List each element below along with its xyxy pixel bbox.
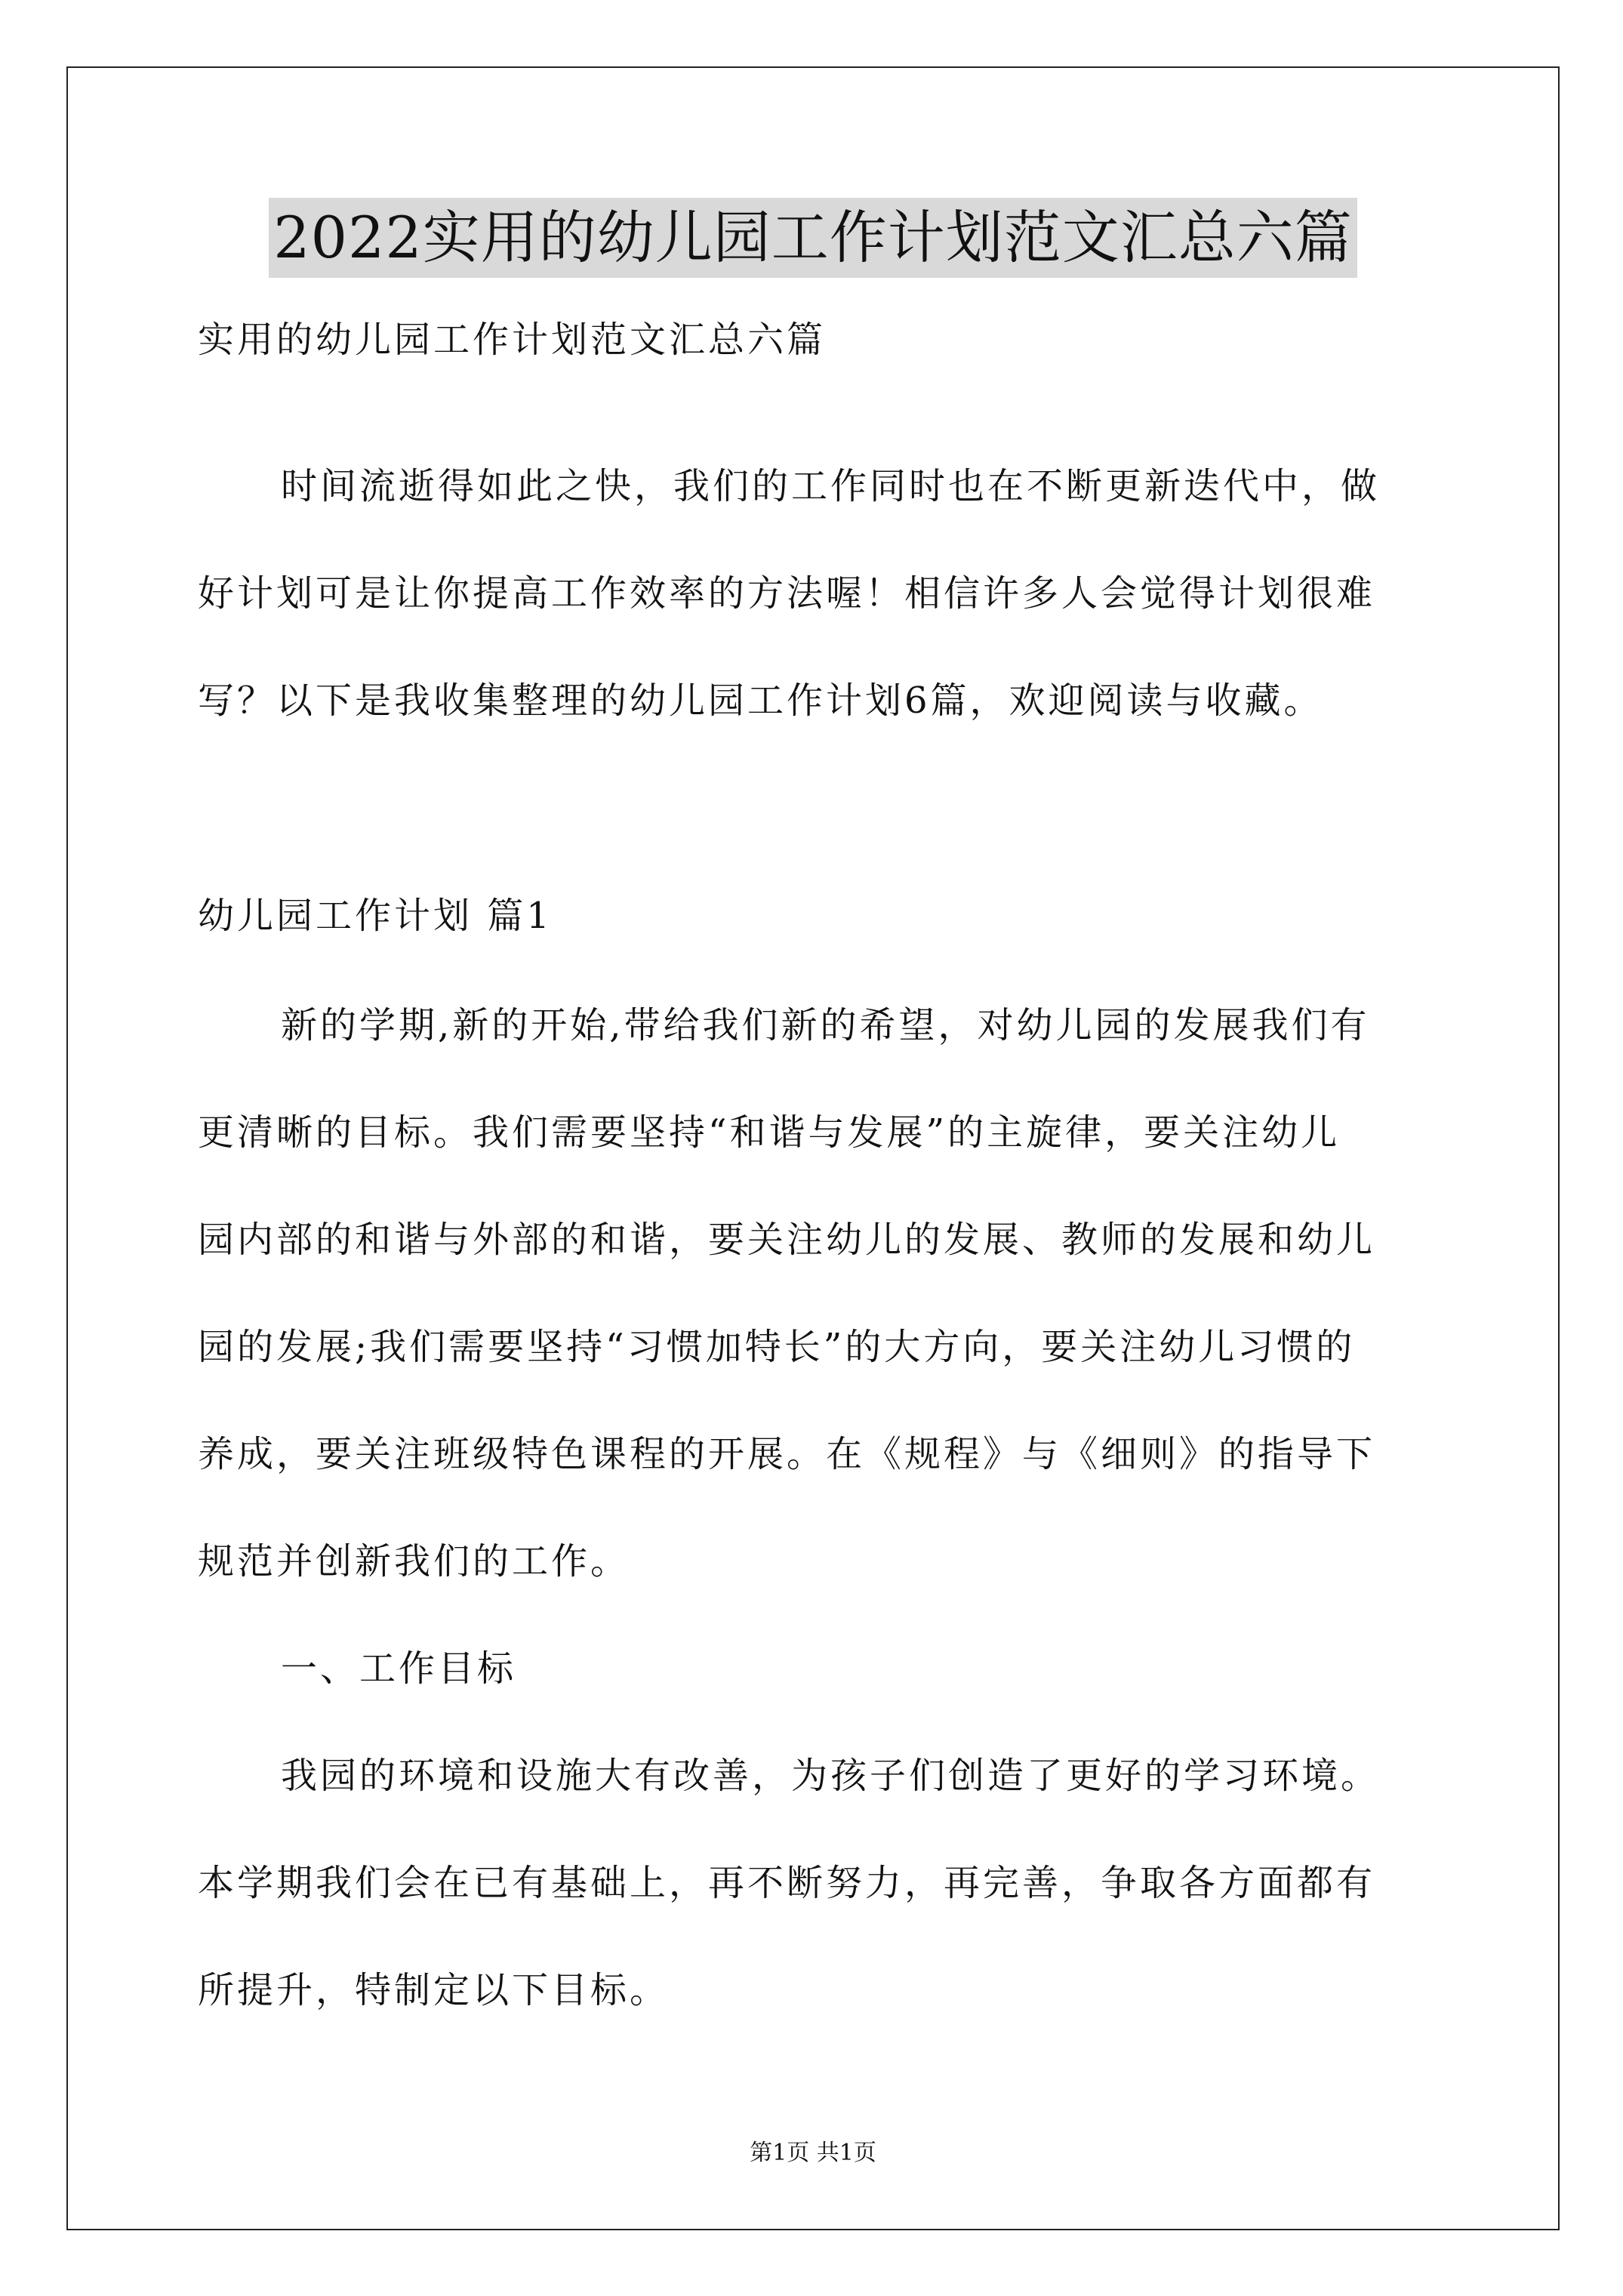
- section-line-1: 新的学期,新的开始,带给我们新的希望，对幼儿园的发展我们有: [281, 1004, 1370, 1046]
- section-line-5: 养成，要关注班级特色课程的开展。在《规程》与《细则》的指导下: [198, 1433, 1376, 1475]
- section-line-6: 规范并创新我们的工作。: [198, 1540, 630, 1583]
- goal-line-3: 所提升，特制定以下目标。: [198, 1969, 670, 2011]
- intro-line-3: 写？以下是我收集整理的幼儿园工作计划6篇，欢迎阅读与收藏。: [198, 680, 1323, 722]
- section-line-4: 园的发展;我们需要坚持“习惯加特长”的大方向，要关注幼儿习惯的: [198, 1326, 1356, 1368]
- goal-line-1: 我园的环境和设施大有改善，为孩子们创造了更好的学习环境。: [281, 1755, 1381, 1797]
- document-title: 2022实用的幼儿园工作计划范文汇总六篇: [269, 198, 1357, 278]
- section-line-2: 更清晰的目标。我们需要坚持“和谐与发展”的主旋律，要关注幼儿: [198, 1111, 1341, 1154]
- goals-subheading: 一、工作目标: [281, 1647, 517, 1690]
- title-container: [66, 198, 1560, 278]
- intro-line-1: 时间流逝得如此之快，我们的工作同时也在不断更新迭代中，做: [281, 465, 1381, 507]
- goal-line-2: 本学期我们会在已有基础上，再不断努力，再完善，争取各方面都有: [198, 1862, 1376, 1904]
- page-footer: 第1页 共1页: [750, 2140, 876, 2166]
- document-subtitle: 实用的幼儿园工作计划范文汇总六篇: [198, 319, 827, 361]
- intro-line-2: 好计划可是让你提高工作效率的方法喔！相信许多人会觉得计划很难: [198, 572, 1376, 615]
- section-heading: 幼儿园工作计划 篇1: [198, 895, 553, 937]
- section-line-3: 园内部的和谐与外部的和谐，要关注幼儿的发展、教师的发展和幼儿: [198, 1219, 1376, 1261]
